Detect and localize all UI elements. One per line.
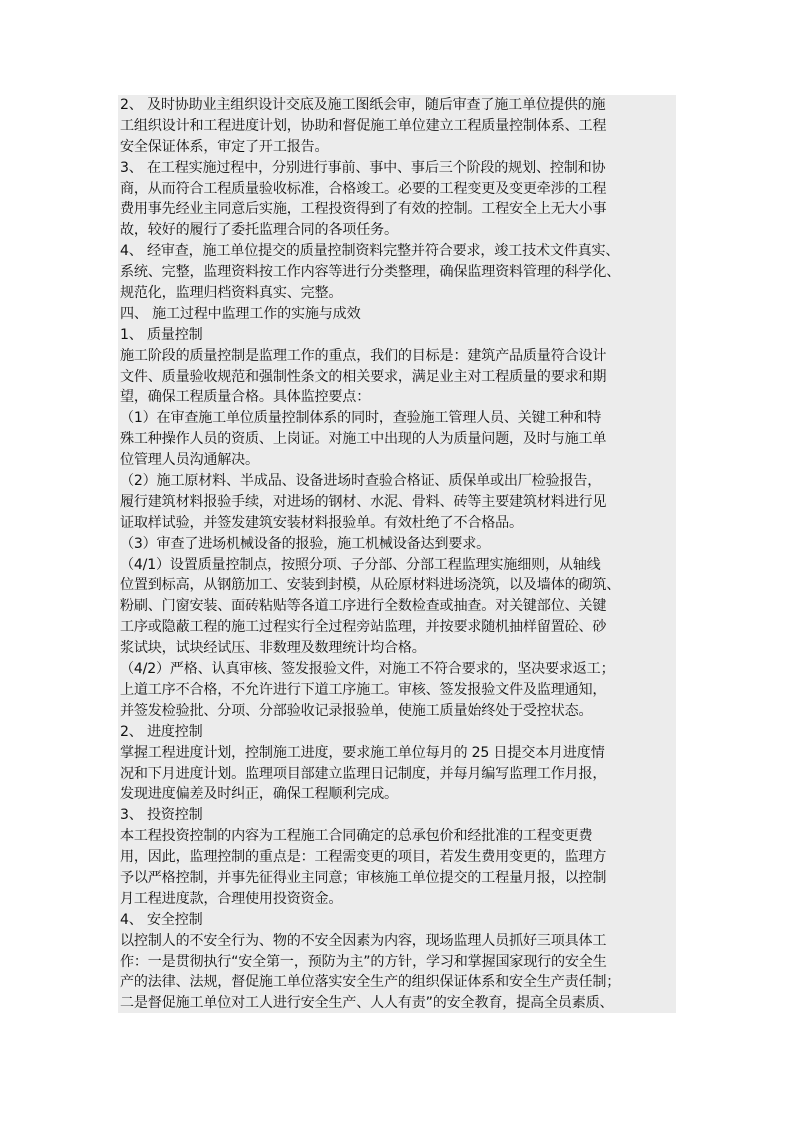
text-line: 本工程投资控制的内容为工程施工合同确定的总承包价和经批准的工程变更费 — [120, 828, 593, 845]
subsection-heading: 3、 投资控制 — [120, 807, 203, 824]
text-line: 作：一是贯彻执行“安全第一，预防为主”的方针，学习和掌握国家现行的安全生 — [120, 953, 607, 970]
text-line: 文件、质量验收规范和强制性条文的相关要求，满足业主对工程质量的要求和期 — [120, 368, 607, 385]
text-line: （4/2）严格、认真审核、签发报验文件，对施工不符合要求的，坚决要求返工； — [120, 661, 615, 678]
text-line: 证取样试验，并签发建筑安装材料报验单。有效杜绝了不合格品。 — [120, 514, 523, 531]
text-line: 施工阶段的质量控制是监理工作的重点，我们的目标是：建筑产品质量符合设计 — [120, 347, 607, 364]
text-line: 月工程进度款，合理使用投资资金。 — [120, 890, 343, 907]
text-line: 予以严格控制，并事先征得业主同意；审核施工单位提交的工程量月报，以控制 — [120, 869, 607, 886]
text-line: 履行建筑材料报验手续，对进场的钢材、水泥、骨料、砖等主要建筑材料进行见 — [120, 493, 607, 510]
subsection-heading: 1、 质量控制 — [120, 326, 203, 343]
text-line: 位管理人员沟通解决。 — [120, 452, 259, 469]
text-line: 系统、完整，监理资料按工作内容等进行分类整理，确保监理资料管理的科学化、 — [120, 264, 621, 281]
subsection-heading: 4、 安全控制 — [120, 911, 203, 928]
subsection-heading: 2、 进度控制 — [120, 723, 203, 740]
text-line: 掌握工程进度计划，控制施工进度，要求施工单位每月的 25 日提交本月进度情 — [120, 744, 605, 761]
text-line: 二是督促施工单位对工人进行安全生产、人人有责”的安全教育，提高全员素质、 — [120, 995, 614, 1012]
document-text-block — [118, 95, 676, 1013]
text-line: 殊工种操作人员的资质、上岗证。对施工中出现的人为质量问题，及时与施工单 — [120, 431, 607, 448]
text-line: 4、 经审查，施工单位提交的质量控制资料完整并符合要求，竣工技术文件真实、 — [120, 243, 620, 260]
text-line: 产的法律、法规，督促施工单位落实安全生产的组织保证体系和安全生产责任制； — [120, 974, 621, 991]
text-line: 浆试块，试块经试压、非数理及数理统计均合格。 — [120, 640, 426, 657]
text-line: 粉刷、门窗安装、面砖粘贴等各道工序进行全数检查或抽查。对关键部位、关键 — [120, 598, 607, 615]
text-line: 工序或隐蔽工程的施工过程实行全过程旁站监理，并按要求随机抽样留置砼、砂 — [120, 619, 607, 636]
text-line: 2、 及时协助业主组织设计交底及施工图纸会审，随后审查了施工单位提供的施 — [120, 97, 606, 113]
text-line: 并签发检验批、分项、分部验收记录报验单，使施工质量始终处于受控状态。 — [120, 702, 593, 719]
text-line: （1）在审查施工单位质量控制体系的同时，查验施工管理人员、关键工种和特 — [120, 410, 602, 427]
text-line: （3）审查了进场机械设备的报验，施工机械设备达到要求。 — [120, 535, 491, 552]
text-line: 工组织设计和工程进度计划，协助和督促施工单位建立工程质量控制体系、工程 — [120, 117, 607, 134]
text-line: 商，从而符合工程质量验收标准，合格竣工。必要的工程变更及变更牵涉的工程 — [120, 180, 607, 197]
text-line: （4/1）设置质量控制点，按照分项、子分部、分部工程监理实施细则，从轴线 — [120, 556, 601, 573]
text-line: 望，确保工程质量合格。具体监控要点： — [120, 389, 371, 406]
text-line: （2）施工原材料、半成品、设备进场时查验合格证、质保单或出厂检验报告， — [120, 473, 602, 490]
section-heading: 四、 施工过程中监理工作的实施与成效 — [120, 305, 361, 322]
text-line: 费用事先经业主同意后实施，工程投资得到了有效的控制。工程安全上无大小事 — [120, 201, 607, 218]
text-line: 上道工序不合格，不允许进行下道工序施工。审核、签发报验文件及监理通知， — [120, 681, 607, 698]
text-line: 规范化，监理归档资料真实、完整。 — [120, 285, 343, 302]
text-line: 以控制人的不安全行为、物的不安全因素为内容，现场监理人员抓好三项具体工 — [120, 932, 607, 949]
text-line: 故，较好的履行了委托监理合同的各项任务。 — [120, 222, 398, 239]
text-line: 位置到标高，从钢筋加工、安装到封模，从砼原材料进场浇筑，以及墙体的砌筑、 — [120, 577, 621, 594]
text-line: 安全保证体系，审定了开工报告。 — [120, 138, 329, 155]
text-line: 3、 在工程实施过程中，分别进行事前、事中、事后三个阶段的规划、控制和协 — [120, 159, 606, 176]
text-line: 发现进度偏差及时纠正，确保工程顺利完成。 — [120, 786, 398, 803]
text-line: 用，因此，监理控制的重点是：工程需变更的项目，若发生费用变更的，监理方 — [120, 849, 607, 866]
text-line: 况和下月进度计划。监理项目部建立监理日记制度，并每月编写监理工作月报， — [120, 765, 607, 782]
